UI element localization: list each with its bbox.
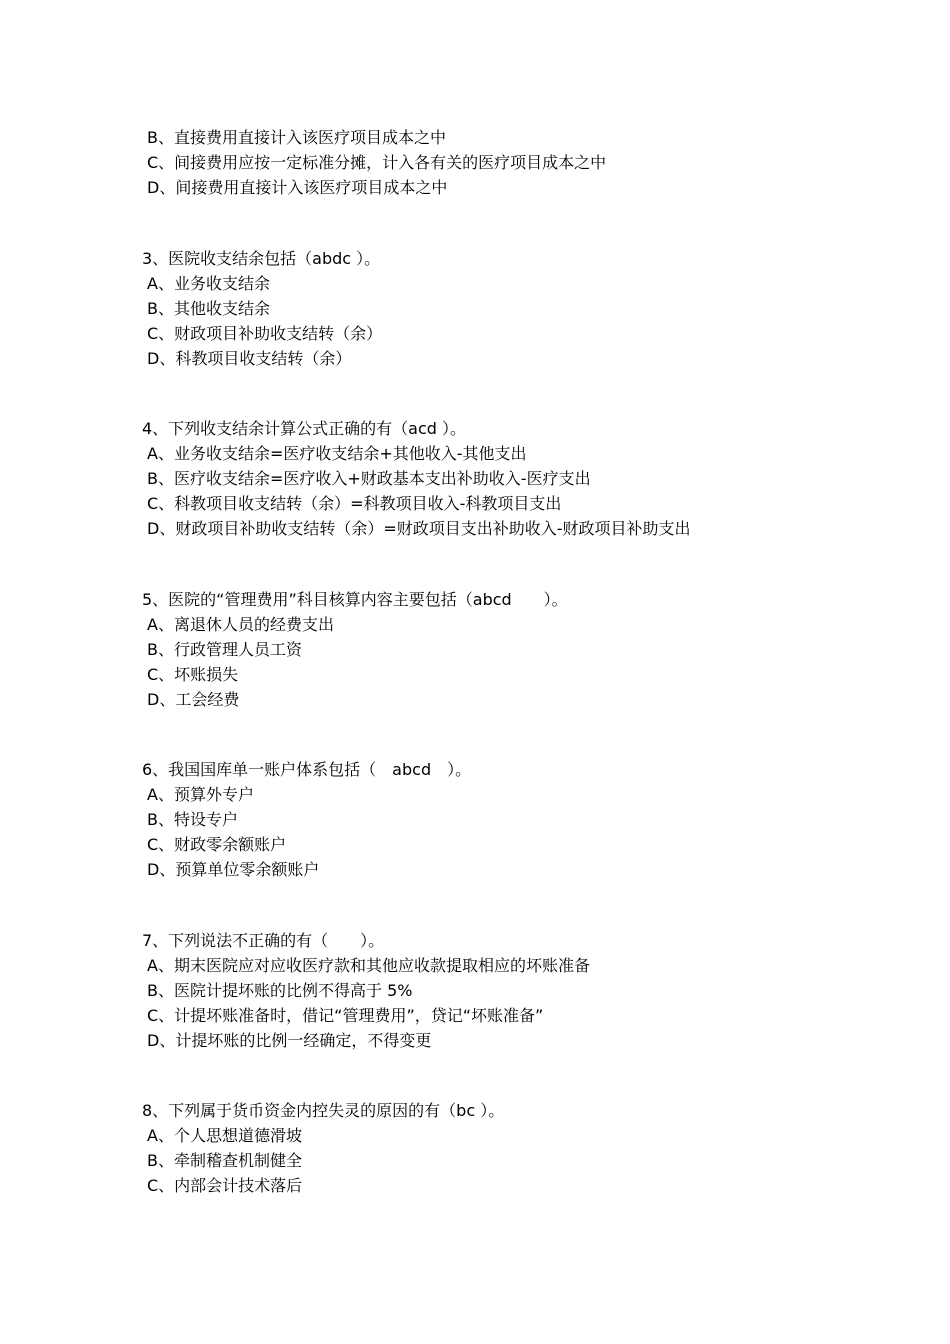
option-c-q2: C、间接费用应按一定标准分摊，计入各有关的医疗项目成本之中 <box>147 153 607 172</box>
option-d-q2: D、间接费用直接计入该医疗项目成本之中 <box>147 178 448 197</box>
option-b-q3: B、其他收支结余 <box>147 299 270 318</box>
option-b-q6: B、特设专户 <box>147 810 238 829</box>
question-7: 7、下列说法不正确的有（ ）。 <box>142 931 385 950</box>
option-d-q4: D、财政项目补助收支结转（余）=财政项目支出补助收入-财政项目补助支出 <box>147 519 691 538</box>
option-b-q7: B、医院计提坏账的比例不得高于 5% <box>147 981 413 1000</box>
option-d-q3: D、科教项目收支结转（余） <box>147 349 352 368</box>
question-3: 3、医院收支结余包括（abdc ）。 <box>142 249 381 268</box>
option-a-q3: A、业务收支结余 <box>147 274 270 293</box>
option-c-q8: C、内部会计技术落后 <box>147 1176 303 1195</box>
option-b-q8: B、牵制稽查机制健全 <box>147 1151 302 1170</box>
option-b-q4: B、医疗收支结余=医疗收入+财政基本支出补助收入-医疗支出 <box>147 469 591 488</box>
option-c-q6: C、财政零余额账户 <box>147 835 287 854</box>
option-c-q5: C、坏账损失 <box>147 665 239 684</box>
option-a-q4: A、业务收支结余=医疗收支结余+其他收入-其他支出 <box>147 444 527 463</box>
question-8: 8、下列属于货币资金内控失灵的原因的有（bc ）。 <box>142 1101 505 1120</box>
option-a-q6: A、预算外专户 <box>147 785 254 804</box>
option-c-q7: C、计提坏账准备时，借记“管理费用”，贷记“坏账准备” <box>147 1006 544 1025</box>
question-4: 4、下列收支结余计算公式正确的有（acd ）。 <box>142 419 467 438</box>
option-a-q8: A、个人思想道德滑坡 <box>147 1126 302 1145</box>
question-5: 5、医院的“管理费用”科目核算内容主要包括（abcd ）。 <box>142 590 568 609</box>
option-c-q4: C、科教项目收支结转（余）=科教项目收入-科教项目支出 <box>147 494 562 513</box>
option-d-q7: D、计提坏账的比例一经确定，不得变更 <box>147 1031 432 1050</box>
question-6: 6、我国国库单一账户体系包括（ abcd ）。 <box>142 760 472 779</box>
option-b-q5: B、行政管理人员工资 <box>147 640 302 659</box>
option-c-q3: C、财政项目补助收支结转（余） <box>147 324 383 343</box>
option-a-q5: A、离退休人员的经费支出 <box>147 615 334 634</box>
option-d-q6: D、预算单位零余额账户 <box>147 860 320 879</box>
option-b-q2: B、直接费用直接计入该医疗项目成本之中 <box>147 128 446 147</box>
option-d-q5: D、工会经费 <box>147 690 240 709</box>
option-a-q7: A、期末医院应对应收医疗款和其他应收款提取相应的坏账准备 <box>147 956 590 975</box>
